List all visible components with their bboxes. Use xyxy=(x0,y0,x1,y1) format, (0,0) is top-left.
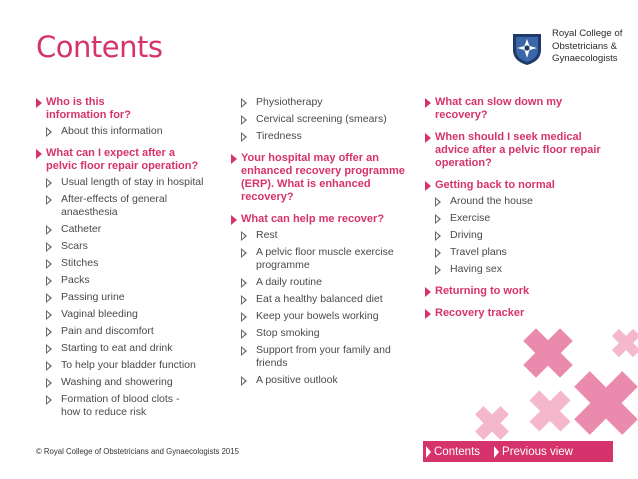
section-label: Recovery tracker xyxy=(435,307,525,319)
section-label: What can slow down my recovery? xyxy=(435,96,563,121)
outline-triangle-icon xyxy=(241,312,247,322)
section-what-to-expect xyxy=(36,147,216,419)
outline-triangle-icon xyxy=(46,378,52,388)
list-item[interactable]: Pain and discomfort xyxy=(46,325,216,338)
list-item[interactable]: Passing urine xyxy=(46,291,216,304)
outline-triangle-icon xyxy=(46,242,52,252)
section-link[interactable] xyxy=(425,179,615,192)
logo-line-2: Obstetricians & xyxy=(552,40,618,52)
list-item[interactable]: Usual length of stay in hospital xyxy=(46,176,216,189)
solid-triangle-icon xyxy=(425,287,431,297)
section-returning-to-work xyxy=(425,285,615,298)
solid-triangle-icon xyxy=(425,181,431,191)
outline-triangle-icon xyxy=(46,127,52,137)
outline-triangle-icon xyxy=(46,395,52,405)
cross-shape xyxy=(511,316,585,390)
section-label: What can help me recover? xyxy=(241,213,385,225)
section-who-is-this-for xyxy=(36,96,216,138)
solid-triangle-icon xyxy=(231,154,237,164)
logo-line-3: Gynaecologists xyxy=(552,53,618,64)
contents-nav-label: Contents xyxy=(434,445,481,458)
wedge-icon xyxy=(494,446,499,458)
list-item[interactable]: To help your bladder function xyxy=(46,359,216,372)
outline-triangle-icon xyxy=(435,265,441,275)
cross-shape xyxy=(519,380,581,442)
previous-view-button[interactable] xyxy=(494,446,573,458)
list-item[interactable]: Having sex xyxy=(435,263,615,276)
outline-triangle-icon xyxy=(435,197,441,207)
list-item[interactable]: After-effects of general anaesthesia xyxy=(46,193,216,219)
previous-view-label: Previous view xyxy=(502,445,573,458)
list-item[interactable]: Travel plans xyxy=(435,246,615,259)
logo-line-1: Royal College of xyxy=(552,28,623,39)
list-item[interactable]: Around the house xyxy=(435,195,615,208)
section-link[interactable] xyxy=(36,147,216,173)
section-label: Who is this information for? xyxy=(46,96,131,121)
section-label: What can I expect after a pelvic floor repair operation? xyxy=(46,147,199,172)
decorative-crosses xyxy=(430,315,638,445)
page-title: Contents xyxy=(36,30,163,64)
outline-triangle-icon xyxy=(241,248,247,258)
list-item[interactable]: Exercise xyxy=(435,212,615,225)
section-label: When should I seek medical advice after a pelvic floor repair operation? xyxy=(435,131,601,169)
list-item[interactable]: Packs xyxy=(46,274,216,287)
list-item[interactable]: Driving xyxy=(435,229,615,242)
outline-triangle-icon xyxy=(46,293,52,303)
section-link[interactable] xyxy=(231,152,416,204)
solid-triangle-icon xyxy=(425,133,431,143)
outline-triangle-icon xyxy=(435,231,441,241)
cross-shape xyxy=(467,398,518,445)
list-item[interactable]: Keep your bowels working xyxy=(241,310,416,323)
list-item[interactable]: Eat a healthy balanced diet xyxy=(241,293,416,306)
section-slow-down-recovery xyxy=(425,96,615,122)
section-link[interactable] xyxy=(425,285,615,298)
list-item[interactable]: A positive outlook xyxy=(241,374,416,387)
list-item[interactable]: Vaginal bleeding xyxy=(46,308,216,321)
section-label: Returning to work xyxy=(435,285,530,297)
section-label: Your hospital may offer an enhanced recovery programme (ERP). What is enhanced recovery? xyxy=(241,152,405,203)
rcog-seal-icon xyxy=(509,30,545,66)
cross-shape xyxy=(605,322,638,364)
section-label: Getting back to normal xyxy=(435,179,555,191)
solid-triangle-icon xyxy=(36,149,42,159)
section-help-recover xyxy=(231,213,416,387)
outline-triangle-icon xyxy=(46,178,52,188)
list-item[interactable]: A pelvic floor muscle exercise programme xyxy=(241,246,416,272)
outline-triangle-icon xyxy=(241,132,247,142)
rcog-logo xyxy=(509,28,623,74)
list-item[interactable]: Support from your family and friends xyxy=(241,344,416,370)
outline-triangle-icon xyxy=(241,346,247,356)
outline-triangle-icon xyxy=(46,327,52,337)
section-continued-items xyxy=(231,96,416,143)
outline-triangle-icon xyxy=(435,248,441,258)
list-item[interactable]: Washing and showering xyxy=(46,376,216,389)
outline-triangle-icon xyxy=(46,361,52,371)
footer-nav xyxy=(423,441,613,462)
section-enhanced-recovery xyxy=(231,152,416,204)
list-item[interactable]: Rest xyxy=(241,229,416,242)
contents-nav-button[interactable] xyxy=(426,446,480,458)
list-item[interactable]: Physiotherapy xyxy=(241,96,416,109)
section-link[interactable] xyxy=(36,96,216,122)
outline-triangle-icon xyxy=(241,295,247,305)
section-link[interactable] xyxy=(425,96,615,122)
outline-triangle-icon xyxy=(435,214,441,224)
contents-column-2 xyxy=(231,96,416,396)
outline-triangle-icon xyxy=(241,98,247,108)
copyright-text: © Royal College of Obstetricians and Gynaecologists 2015 xyxy=(36,447,239,456)
outline-triangle-icon xyxy=(241,115,247,125)
outline-triangle-icon xyxy=(241,231,247,241)
list-item[interactable]: Stitches xyxy=(46,257,216,270)
outline-triangle-icon xyxy=(46,310,52,320)
list-item[interactable]: Cervical screening (smears) xyxy=(241,113,416,126)
list-item[interactable]: Catheter xyxy=(46,223,216,236)
section-back-to-normal xyxy=(425,179,615,276)
solid-triangle-icon xyxy=(425,98,431,108)
solid-triangle-icon xyxy=(231,215,237,225)
contents-column-3 xyxy=(425,96,615,329)
contents-column-1 xyxy=(36,96,216,428)
outline-triangle-icon xyxy=(241,376,247,386)
list-item[interactable]: Formation of blood clots - how to reduce risk xyxy=(46,393,216,419)
section-seek-medical-advice xyxy=(425,131,615,170)
section-link[interactable] xyxy=(425,131,615,170)
outline-triangle-icon xyxy=(241,278,247,288)
section-link[interactable] xyxy=(231,213,416,226)
outline-triangle-icon xyxy=(46,259,52,269)
list-item[interactable]: About this information xyxy=(46,125,216,138)
list-item[interactable]: Starting to eat and drink xyxy=(46,342,216,355)
list-item[interactable]: Tiredness xyxy=(241,130,416,143)
list-item[interactable]: A daily routine xyxy=(241,276,416,289)
outline-triangle-icon xyxy=(46,344,52,354)
list-item[interactable]: Stop smoking xyxy=(241,327,416,340)
wedge-icon xyxy=(426,446,431,458)
outline-triangle-icon xyxy=(241,329,247,339)
outline-triangle-icon xyxy=(46,276,52,286)
solid-triangle-icon xyxy=(36,98,42,108)
outline-triangle-icon xyxy=(46,195,52,205)
outline-triangle-icon xyxy=(46,225,52,235)
list-item[interactable]: Scars xyxy=(46,240,216,253)
